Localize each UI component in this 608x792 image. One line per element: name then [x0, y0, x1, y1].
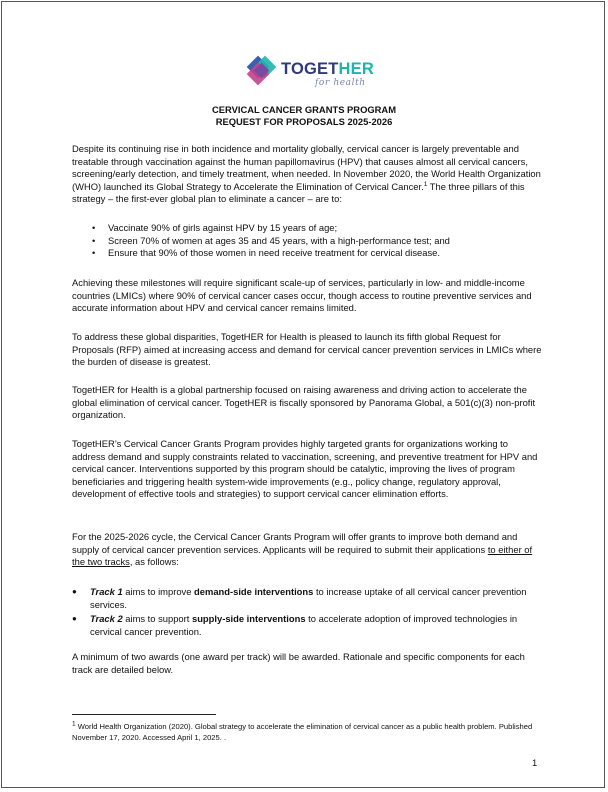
page-number: 1: [532, 757, 538, 768]
track-text: aims to support: [122, 613, 192, 625]
logo-tagline: for health: [315, 78, 366, 88]
track-focus: demand-side interventions: [194, 586, 314, 597]
list-item: • Ensure that 90% of those women in need receive treatment for cervical disease.: [92, 247, 542, 260]
track-text: to increase uptake of all cervical cancer prevention services.: [90, 586, 527, 610]
footnote-text: World Health Organization (2020). Global strategy to accelerate the elimination of cervical cancer as a public health problem. Published November 17, 2020. Accessed April 1, 2025. .: [72, 722, 533, 742]
track-name: Track 1: [90, 586, 123, 597]
track-text: aims to improve: [122, 586, 195, 597]
footnote: [72, 721, 544, 743]
paragraph-about-togetHER: TogetHER for Health is a global partnership focused on raising awareness and driving action to accelerate the global elimination of cervical cancer. TogetHER is fiscally sponsored by Panorama Global, a 501(c)(3) non-profit organization.: [72, 384, 536, 421]
track-focus: supply-side interventions: [191, 613, 306, 625]
track-item-1: [72, 586, 542, 611]
logo-word-part2: HER: [338, 60, 374, 78]
cycle-text: For the 2025-2026 cycle, the Cervical Cancer Grants Program will offer grants to improve both demand and supply of cervical cancer prevention services. Applicants will be required to submit their applications: [72, 531, 518, 555]
document-title-line1: CERVICAL CANCER GRANTS PROGRAM: [211, 104, 397, 115]
logo-word-part1: TOGET: [281, 60, 339, 78]
intro-text-after: The three pillars of this strategy – the first-ever global plan to eliminate a cancer – are to:: [72, 180, 525, 205]
document-page: [1, 1, 605, 788]
paragraph-cycle: [72, 531, 542, 569]
footnote-reference[interactable]: 1: [423, 180, 428, 188]
cycle-underlined-text: to either of the two tracks: [72, 543, 533, 568]
paragraph-grants-program: TogetHER’s Cervical Cancer Grants Program provides highly targeted grants for organizations working to address demand and supply constraints related to vaccination, screening, and preventive treatment for HPV and cervical cancer. Interventions supported by this program should be catalytic, improving the lives of program beneficiaries and triggering health system-wide improvements (e.g., policy change, regulatory approval, development of effective tools and strategies) to support cervical cancer elimination efforts.: [72, 438, 538, 500]
paragraph-awards: A minimum of two awards (one award per track) will be awarded. Rationale and specific components for each track are detailed below.: [72, 651, 525, 675]
track-name: Track 2: [90, 613, 123, 625]
paragraph-rfp-launch: To address these global disparities, TogetHER for Health is pleased to launch its fifth global Request for Proposals (RFP) aimed at increasing access and demand for cervical cancer prevention services in LMICs where the burden of disease is greatest.: [72, 331, 542, 368]
intro-text: Despite its continuing rise in both incidence and mortality globally, cervical cancer is largely preventable and treatable through vaccination against the human papillomavirus (HPV) that causes almost all cervical cancers, screening/early detection, and timely treatment, when needed. In November 2020, the World Health Organization (WHO) launched its Global Strategy to Accelerate the Elimination of Cervical Cancer.: [72, 143, 541, 192]
document-title-line2: REQUEST FOR PROPOSALS 2025-2026: [215, 116, 393, 127]
track-text: to accelerate adoption of improved technologies in cervical cancer prevention.: [90, 613, 518, 637]
track-item-2: [72, 613, 542, 638]
diamond-logo-icon: [245, 54, 279, 88]
togetHER-logo: [245, 54, 375, 96]
paragraph-milestones: Achieving these milestones will require significant scale-up of services, particularly in low- and middle-income countries (LMICs) where 90% of cervical cancer cases occur, though access to routine preventive services and accurate information about HPV and cervical cancer remains limited.: [72, 277, 532, 314]
cycle-text-end: , as follows:: [129, 556, 179, 568]
footnote-marker: 1: [72, 720, 76, 728]
list-item: • Vaccinate 90% of girls against HPV by 15 years of age;: [92, 222, 542, 235]
tracks-list: [72, 586, 542, 640]
intro-paragraph: [72, 143, 542, 206]
pillars-list: [92, 222, 542, 260]
footnote-divider: [72, 714, 216, 715]
logo-wordmark: [281, 60, 374, 79]
list-item: • Screen 70% of women at ages 35 and 45 years, with a high-performance test; and: [92, 235, 542, 248]
